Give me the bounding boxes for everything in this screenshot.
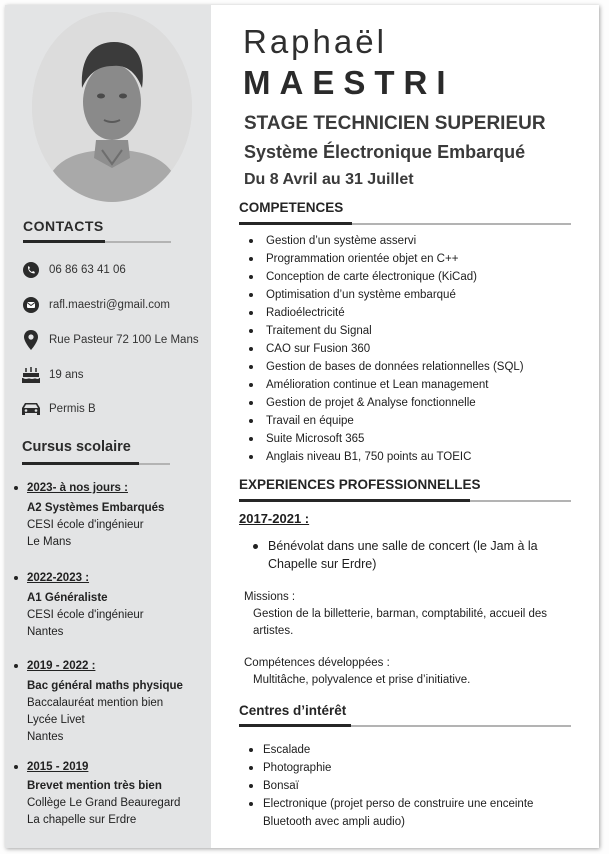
education-item bbox=[14, 761, 209, 829]
education-degree: Bac général maths physique bbox=[27, 680, 183, 692]
education-title: Cursus scolaire bbox=[22, 439, 131, 455]
list-item: Escalade bbox=[249, 741, 579, 759]
skills-developed-block bbox=[244, 655, 579, 689]
education-item bbox=[14, 660, 209, 746]
car-icon bbox=[19, 401, 43, 417]
list-item: Programmation orientée objet en C++ bbox=[249, 250, 524, 268]
contact-license-text: Permis B bbox=[49, 403, 96, 415]
list-item: Anglais niveau B1, 750 points au TOEIC bbox=[249, 448, 524, 466]
list-item: Electronique (projet perso de construire une enceinte Bluetooth avec ampli audio) bbox=[249, 795, 579, 831]
list-item: Gestion d’un système asservi bbox=[249, 232, 524, 250]
list-item: Amélioration continue et Lean management bbox=[249, 376, 524, 394]
missions-label: Missions : bbox=[244, 591, 296, 603]
contact-age-text: 19 ans bbox=[49, 369, 84, 381]
list-item: Radioélectricité bbox=[249, 304, 524, 322]
missions-text: Gestion de la billetterie, barman, comptabilité, accueil des artistes. bbox=[253, 608, 548, 637]
contacts-title: CONTACTS bbox=[23, 218, 104, 234]
education-degree: A1 Généraliste bbox=[27, 592, 108, 604]
resume-page bbox=[5, 5, 599, 848]
education-dates: 2015 - 2019 bbox=[14, 761, 209, 773]
experience-title: EXPERIENCES PROFESSIONNELLES bbox=[239, 477, 481, 492]
skills-developed-text: Multitâche, polyvalence et prise d’initiative. bbox=[253, 674, 471, 686]
phone-icon bbox=[19, 262, 43, 278]
education-degree: Brevet mention très bien bbox=[27, 780, 162, 792]
education-school: CESI école d'ingénieur bbox=[27, 609, 144, 621]
education-school: CESI école d'ingénieur bbox=[27, 519, 144, 531]
last-name: MAESTRI bbox=[243, 64, 455, 101]
education-city: Nantes bbox=[27, 626, 64, 638]
skills-developed-label: Compétences développées : bbox=[244, 657, 390, 669]
list-item: CAO sur Fusion 360 bbox=[249, 340, 524, 358]
contacts-rule bbox=[23, 241, 171, 243]
list-item: Bonsaï bbox=[249, 777, 579, 795]
education-mention: Baccalauréat mention bien bbox=[27, 697, 164, 709]
competences-list bbox=[249, 232, 524, 466]
sidebar bbox=[5, 5, 211, 848]
education-school: Collège Le Grand Beauregard bbox=[27, 797, 181, 809]
list-item: Gestion de bases de données relationnelles (SQL) bbox=[249, 358, 524, 376]
contact-address bbox=[19, 329, 209, 351]
education-item bbox=[14, 482, 209, 551]
list-item: Optimisation d’un système embarqué bbox=[249, 286, 524, 304]
education-item bbox=[14, 572, 209, 641]
education-city: Le Mans bbox=[27, 536, 72, 548]
job-subtitle: Système Électronique Embarqué bbox=[244, 142, 526, 162]
job-dates: Du 8 Avril au 31 Juillet bbox=[244, 171, 414, 188]
profile-photo bbox=[32, 12, 192, 202]
list-item: Traitement du Signal bbox=[249, 322, 524, 340]
experience-rule bbox=[239, 500, 571, 502]
education-dates: 2022-2023 : bbox=[14, 572, 209, 584]
list-item: Gestion de projet & Analyse fonctionnelle bbox=[249, 394, 524, 412]
competences-rule bbox=[239, 223, 571, 225]
list-item: Photographie bbox=[249, 759, 579, 777]
education-city: Nantes bbox=[27, 731, 64, 743]
list-item: Conception de carte électronique (KiCad) bbox=[249, 268, 524, 286]
education-city: La chapelle sur Erdre bbox=[27, 814, 137, 826]
interests-title: Centres d’intérêt bbox=[239, 703, 347, 718]
birthday-cake-icon bbox=[19, 366, 43, 384]
list-item: Suite Microsoft 365 bbox=[249, 430, 524, 448]
list-item: Travail en équipe bbox=[249, 412, 524, 430]
email-icon bbox=[19, 297, 43, 313]
education-school: Lycée Livet bbox=[27, 714, 85, 726]
location-pin-icon bbox=[19, 330, 43, 350]
contact-phone-text[interactable]: 06 86 63 41 06 bbox=[49, 264, 126, 276]
experience-item: Bénévolat dans une salle de concert (le Jam à la Chapelle sur Erdre) bbox=[253, 537, 573, 573]
contact-address-text: Rue Pasteur 72 100 Le Mans bbox=[49, 334, 199, 346]
interests-list bbox=[249, 741, 579, 831]
contact-license bbox=[19, 398, 209, 420]
interests-rule bbox=[239, 725, 571, 727]
experience-period: 2017-2021 : bbox=[239, 511, 310, 526]
education-degree: A2 Systèmes Embarqués bbox=[27, 502, 165, 514]
competences-title: COMPETENCES bbox=[239, 200, 344, 215]
first-name: Raphaël bbox=[243, 23, 387, 60]
contact-email-text[interactable]: rafl.maestri@gmail.com bbox=[49, 299, 170, 311]
education-dates: 2019 - 2022 : bbox=[14, 660, 209, 672]
contact-age bbox=[19, 364, 209, 386]
contact-phone bbox=[19, 259, 209, 281]
job-title: STAGE TECHNICIEN SUPERIEUR bbox=[244, 113, 546, 134]
missions-block bbox=[244, 589, 579, 640]
education-rule bbox=[22, 463, 170, 465]
contact-email bbox=[19, 294, 209, 316]
education-dates: 2023- à nos jours : bbox=[14, 482, 209, 494]
